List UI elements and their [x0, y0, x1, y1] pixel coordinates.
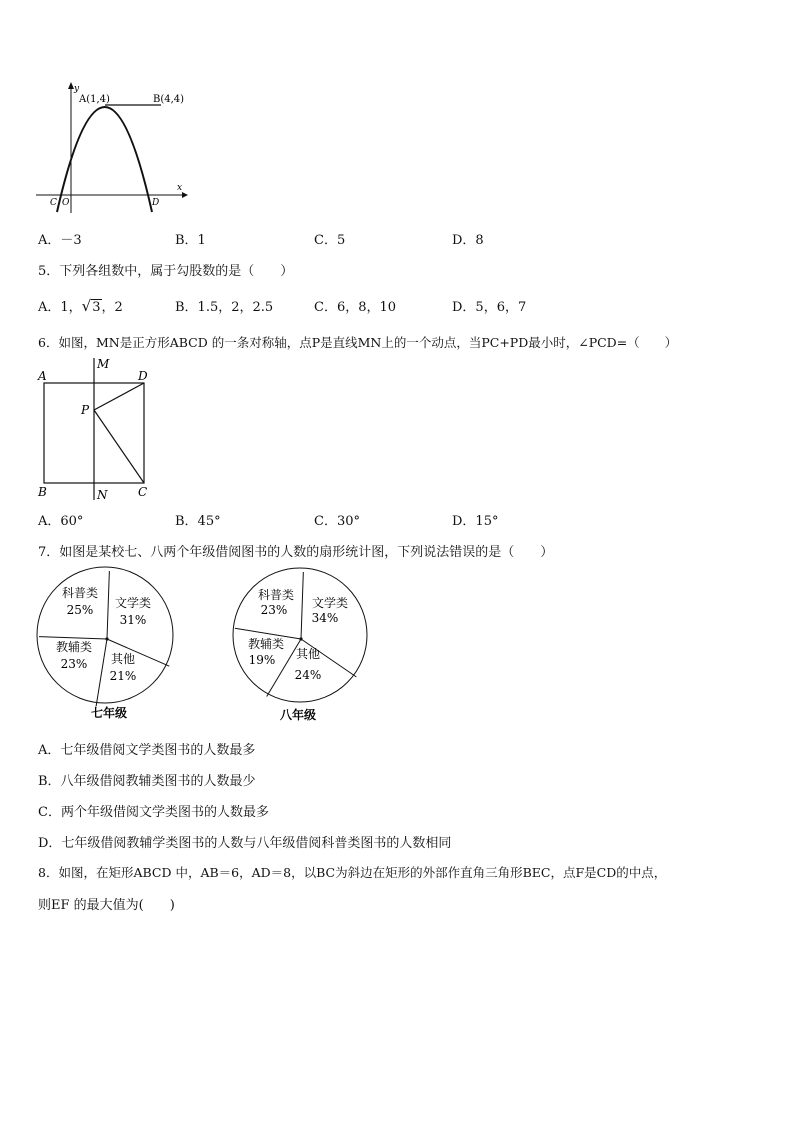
- q5-option-a-prefix: A．1，: [38, 300, 82, 315]
- q7-pie-chart-grade8: [232, 567, 372, 727]
- slice-label-wenxue: 文学类: [114, 596, 152, 610]
- q7-option-b: B．八年级借阅教辅类图书的人数最少: [38, 774, 256, 789]
- q7-pie-chart-grade7: [36, 565, 176, 725]
- chart-title: 八年级: [279, 708, 317, 722]
- q5-option-c: C．6，8，10: [314, 300, 397, 315]
- label-p: P: [81, 403, 90, 417]
- q6-option-a: A．60°: [38, 514, 84, 529]
- slice-pct-kepu: 23%: [260, 603, 288, 617]
- q4-option-a: A．－3: [38, 233, 82, 248]
- label-b: B: [38, 485, 47, 499]
- q7-option-a: A．七年级借阅文学类图书的人数最多: [38, 743, 256, 758]
- label-b: B(4,4): [153, 94, 185, 105]
- label-d: D: [152, 198, 160, 208]
- pie-slice-boundary: [301, 572, 303, 639]
- q5-option-a: [38, 296, 123, 315]
- sqrt-sign-icon: √: [81, 297, 92, 315]
- q6-stem: 6．如图，MN是正方形ABCD 的一条对称轴，点P是直线MN上的一个动点，当PC+PD最小时，∠PCD=（ ）: [38, 335, 678, 350]
- q5-stem: 5．下列各组数中，属于勾股数的是（ ）: [38, 264, 294, 279]
- label-a: A(1,4): [79, 94, 110, 105]
- slice-label-kepu: 科普类: [61, 586, 99, 600]
- q4-option-b: B．1: [175, 233, 206, 248]
- label-a: A: [38, 369, 47, 383]
- pie-slice-boundary: [96, 639, 107, 706]
- slice-label-qita: 其他: [295, 647, 321, 661]
- label-y: y: [74, 84, 80, 94]
- q7-option-d: D．七年级借阅教辅学类图书的人数与八年级借阅科普类图书的人数相同: [38, 836, 452, 851]
- label-o: O: [62, 198, 70, 208]
- label-d: D: [138, 369, 148, 383]
- q6-option-c: C．30°: [314, 514, 360, 529]
- pie-center-dot: [105, 637, 108, 640]
- q8-stem-line2: 则EF 的最大值为( ): [38, 898, 175, 913]
- slice-pct-jiaofu: 19%: [248, 653, 276, 667]
- label-c: C: [138, 485, 148, 499]
- pie-slice-boundary: [107, 571, 109, 639]
- slice-pct-wenxue: 34%: [311, 611, 339, 625]
- q6-option-b: B．45°: [175, 514, 221, 529]
- slice-pct-jiaofu: 23%: [60, 657, 88, 671]
- q6-square-figure: [34, 354, 159, 504]
- pie-slice-boundary: [39, 637, 107, 639]
- slice-pct-qita: 21%: [109, 669, 137, 683]
- label-x: x: [177, 183, 183, 193]
- segment-pd: [94, 383, 144, 410]
- label-m: M: [97, 357, 110, 371]
- chart-title: 七年级: [90, 706, 128, 720]
- q7-stem: 7．如图是某校七、八两个年级借阅图书的人数的扇形统计图，下列说法错误的是（ ）: [38, 545, 554, 560]
- x-axis-arrow-icon: [182, 192, 188, 198]
- pie-outline: [37, 567, 173, 703]
- q4-option-c: C．5: [314, 233, 346, 248]
- q8-stem-line1: 8．如图，在矩形ABCD 中，AB＝6，AD＝8，以BC为斜边在矩形的外部作直角三角形BEC，点F是CD的中点，: [38, 865, 667, 880]
- q6-option-d: D．15°: [452, 514, 499, 529]
- slice-label-kepu: 科普类: [257, 588, 295, 602]
- q5-option-a-radicand: 3: [92, 300, 101, 315]
- label-n: N: [97, 488, 108, 502]
- q5-option-b: B．1.5，2，2.5: [175, 300, 274, 315]
- q4-option-d: D．8: [452, 233, 484, 248]
- q5-option-d: D．5，6，7: [452, 300, 527, 315]
- slice-pct-qita: 24%: [294, 668, 322, 682]
- pie-center-dot: [299, 637, 302, 640]
- slice-label-qita: 其他: [110, 652, 136, 666]
- slice-label-jiaofu: 教辅类: [247, 637, 285, 651]
- slice-label-wenxue: 文学类: [311, 596, 349, 610]
- slice-pct-kepu: 25%: [66, 603, 94, 617]
- segment-pc: [94, 410, 144, 483]
- label-c: C: [50, 198, 57, 208]
- q5-option-a-suffix: ，2: [101, 300, 123, 315]
- slice-pct-wenxue: 31%: [119, 613, 147, 627]
- slice-label-jiaofu: 教辅类: [55, 640, 93, 654]
- q4-parabola-graph: [32, 78, 192, 213]
- q7-option-c: C．两个年级借阅文学类图书的人数最多: [38, 805, 269, 820]
